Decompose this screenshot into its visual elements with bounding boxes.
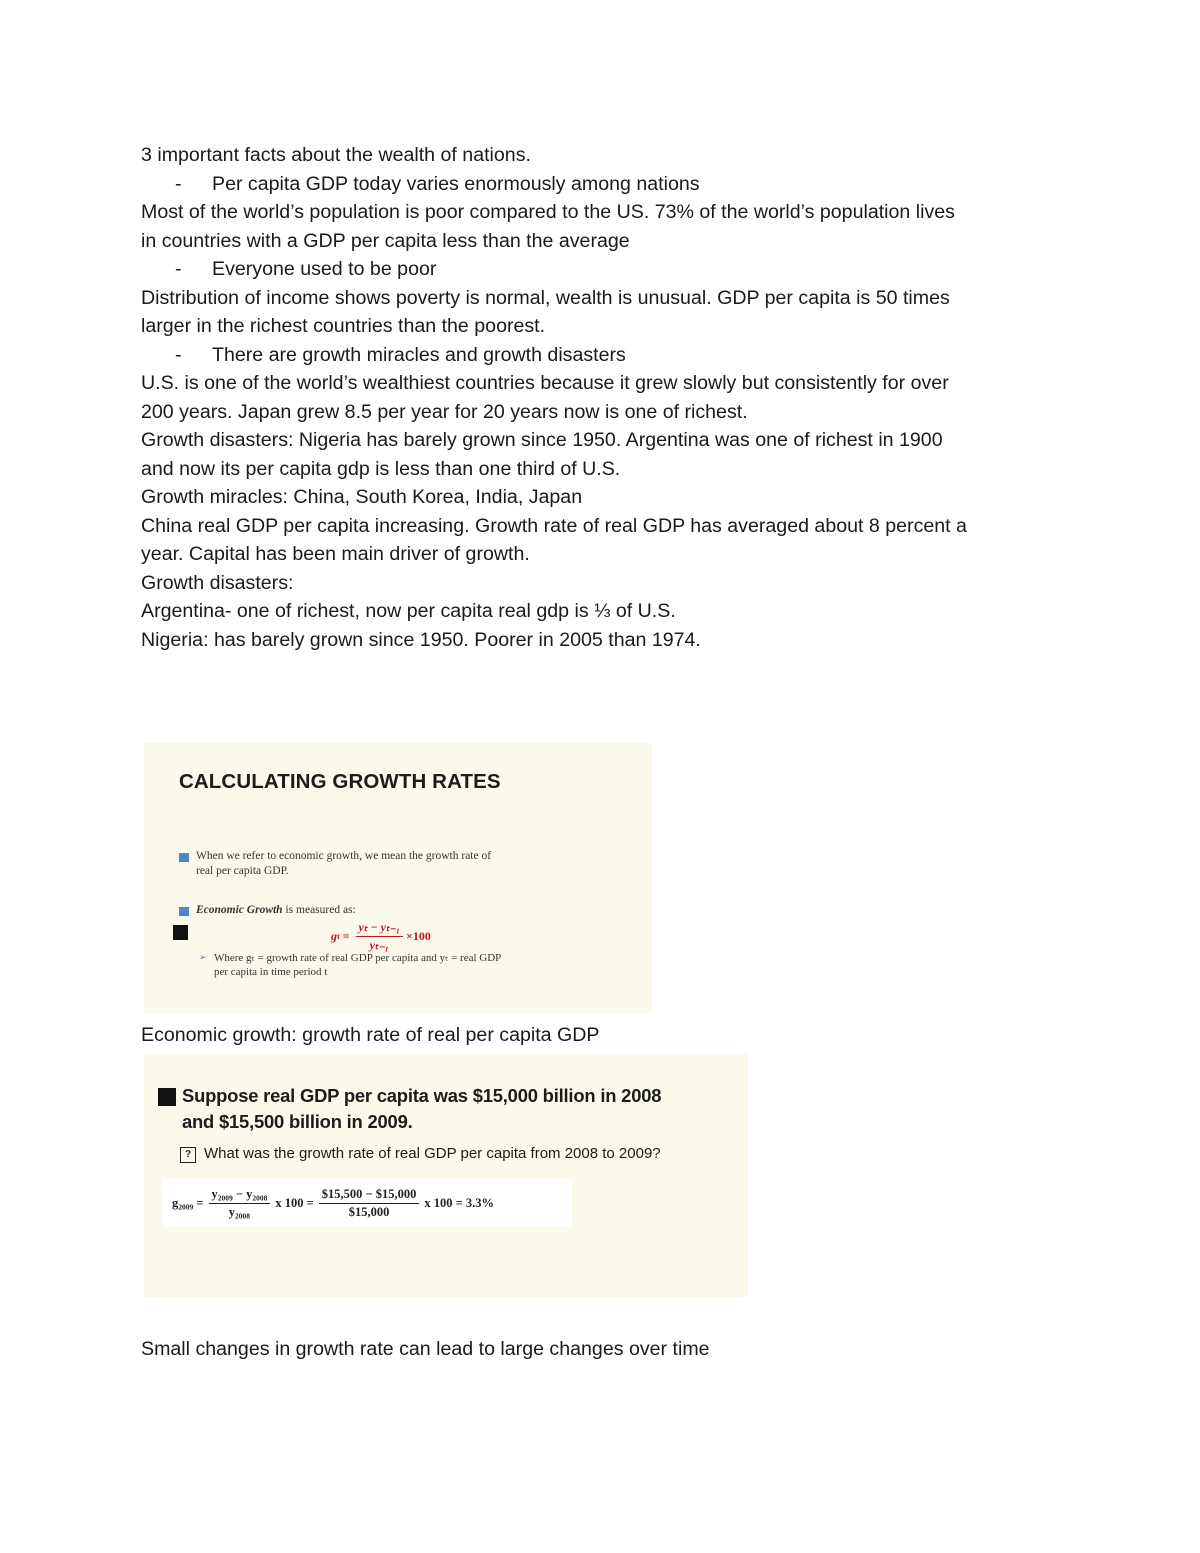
line-text: Growth miracles: China, South Korea, India, Japan [141, 486, 583, 508]
slide-where-line: per capita in time period t [214, 966, 328, 978]
calc-denominator: y₂₀₀₈ [228, 1204, 251, 1219]
slide-text-rest: is measured as: [282, 904, 356, 916]
slide-text-line: real per capita GDP. [196, 865, 289, 877]
slide-italic-term: Economic Growth [196, 904, 283, 916]
text-line [141, 312, 1071, 341]
line-text: Most of the world’s population is poor compared to the US. 73% of the world’s population lives [141, 201, 955, 223]
line-text: There are growth miracles and growth disasters [212, 343, 626, 366]
slide-main-line: Suppose real GDP per capita was $15,000 billion in 2008 [182, 1085, 662, 1106]
line-text: Nigeria: has barely grown since 1950. Poorer in 2005 than 1974. [141, 628, 701, 651]
formula-lhs-subscript: t [337, 932, 340, 941]
formula-multiplier: ×100 [406, 929, 431, 943]
text-line [141, 569, 1071, 598]
calc-middle: x 100 = [275, 1195, 314, 1210]
calc-result: x 100 = 3.3% [424, 1195, 494, 1210]
growth-rate-calculation [162, 1179, 572, 1227]
line-text: in countries with a GDP per capita less than the average [141, 229, 630, 252]
dash-bullet-icon: - [175, 172, 182, 195]
calc-denominator: $15,000 [348, 1204, 390, 1219]
calc-numerator: $15,500 − $15,000 [319, 1187, 420, 1204]
slide-text-line: When we refer to economic growth, we mean the growth rate of [196, 850, 492, 862]
text-line [141, 426, 1071, 455]
bullet-item [141, 341, 1071, 370]
slide-where-line: Where gₜ = growth rate of real GDP per capita and yₜ = real GDP [214, 952, 502, 964]
formula-lhs: g [331, 929, 337, 943]
bullet-item [141, 255, 1071, 284]
calc-numerator: y₂₀₀₉ − y₂₀₀₈ [209, 1187, 271, 1204]
blue-square-bullet-icon [179, 853, 189, 862]
text-line [141, 626, 1071, 655]
caption-economic-growth: Economic growth: growth rate of real per capita GDP [141, 1024, 600, 1046]
slide-main-line: and $15,500 billion in 2009. [182, 1111, 413, 1132]
formula-equals: = [342, 929, 350, 943]
dash-bullet-icon: - [175, 258, 182, 280]
line-text: Growth disasters: [141, 571, 294, 594]
line-text: year. Capital has been main driver of growth. [141, 543, 530, 565]
line-text: China real GDP per capita increasing. Growth rate of real GDP has averaged about 8 percent a [141, 514, 967, 537]
line-text: 3 important facts about the wealth of nations. [141, 144, 531, 166]
formula-fraction [356, 920, 404, 953]
text-line [141, 398, 1071, 427]
line-text: 200 years. Japan grew 8.5 per year for 20 years now is one of richest. [141, 400, 748, 423]
line-text: Argentina- one of richest, now per capita real gdp is ⅓ of U.S. [141, 600, 676, 622]
slide-main-text [182, 1083, 661, 1135]
calc-fraction-numeric [319, 1187, 420, 1220]
line-text: U.S. is one of the world’s wealthiest countries because it grew slowly but consistently for over [141, 372, 949, 394]
line-text: Per capita GDP today varies enormously among nations [212, 172, 700, 195]
closing-line: Small changes in growth rate can lead to large changes over time [141, 1338, 710, 1360]
text-line [141, 540, 1071, 569]
slide-title: CALCULATING GROWTH RATES [179, 770, 501, 793]
blue-square-bullet-icon [179, 907, 189, 916]
black-square-icon [173, 925, 188, 940]
growth-rate-formula [331, 920, 431, 953]
slide-question: What was the growth rate of real GDP per capita from 2008 to 2009? [204, 1145, 661, 1162]
text-line [141, 284, 1071, 313]
slide-text-line [196, 903, 356, 917]
formula-denominator: yₜ₋₁ [369, 938, 389, 952]
line-text: larger in the richest countries than the poorest. [141, 315, 546, 337]
line-text: Everyone used to be poor [212, 258, 437, 280]
arrow-bullet-icon: ➢ [199, 952, 207, 962]
calc-fraction-symbolic [209, 1187, 271, 1220]
line-text: Distribution of income shows poverty is normal, wealth is unusual. GDP per capita is 50 times [141, 286, 950, 309]
bullet-item [141, 170, 1071, 199]
slide-image-growth-rate-example [144, 1053, 748, 1297]
text-line [141, 227, 1071, 256]
notes-text-block [141, 141, 1071, 654]
text-line [141, 597, 1071, 626]
text-line [141, 455, 1071, 484]
formula-numerator: yₜ − yₜ₋₁ [356, 920, 404, 937]
black-square-icon [158, 1088, 176, 1106]
dash-bullet-icon: - [175, 343, 182, 366]
line-text: and now its per capita gdp is less than one third of U.S. [141, 457, 621, 480]
line-text: Growth disasters: Nigeria has barely grown since 1950. Argentina was one of richest in 1900 [141, 429, 943, 451]
text-line [141, 483, 1071, 512]
text-line [141, 198, 1071, 227]
calc-lhs: g₂₀₀₉ = [172, 1195, 204, 1210]
text-line [141, 512, 1071, 541]
text-line [141, 369, 1071, 398]
text-line [141, 141, 1071, 170]
slide-image-calculating-growth-rates [144, 743, 652, 1013]
question-box-icon: ? [180, 1147, 196, 1163]
